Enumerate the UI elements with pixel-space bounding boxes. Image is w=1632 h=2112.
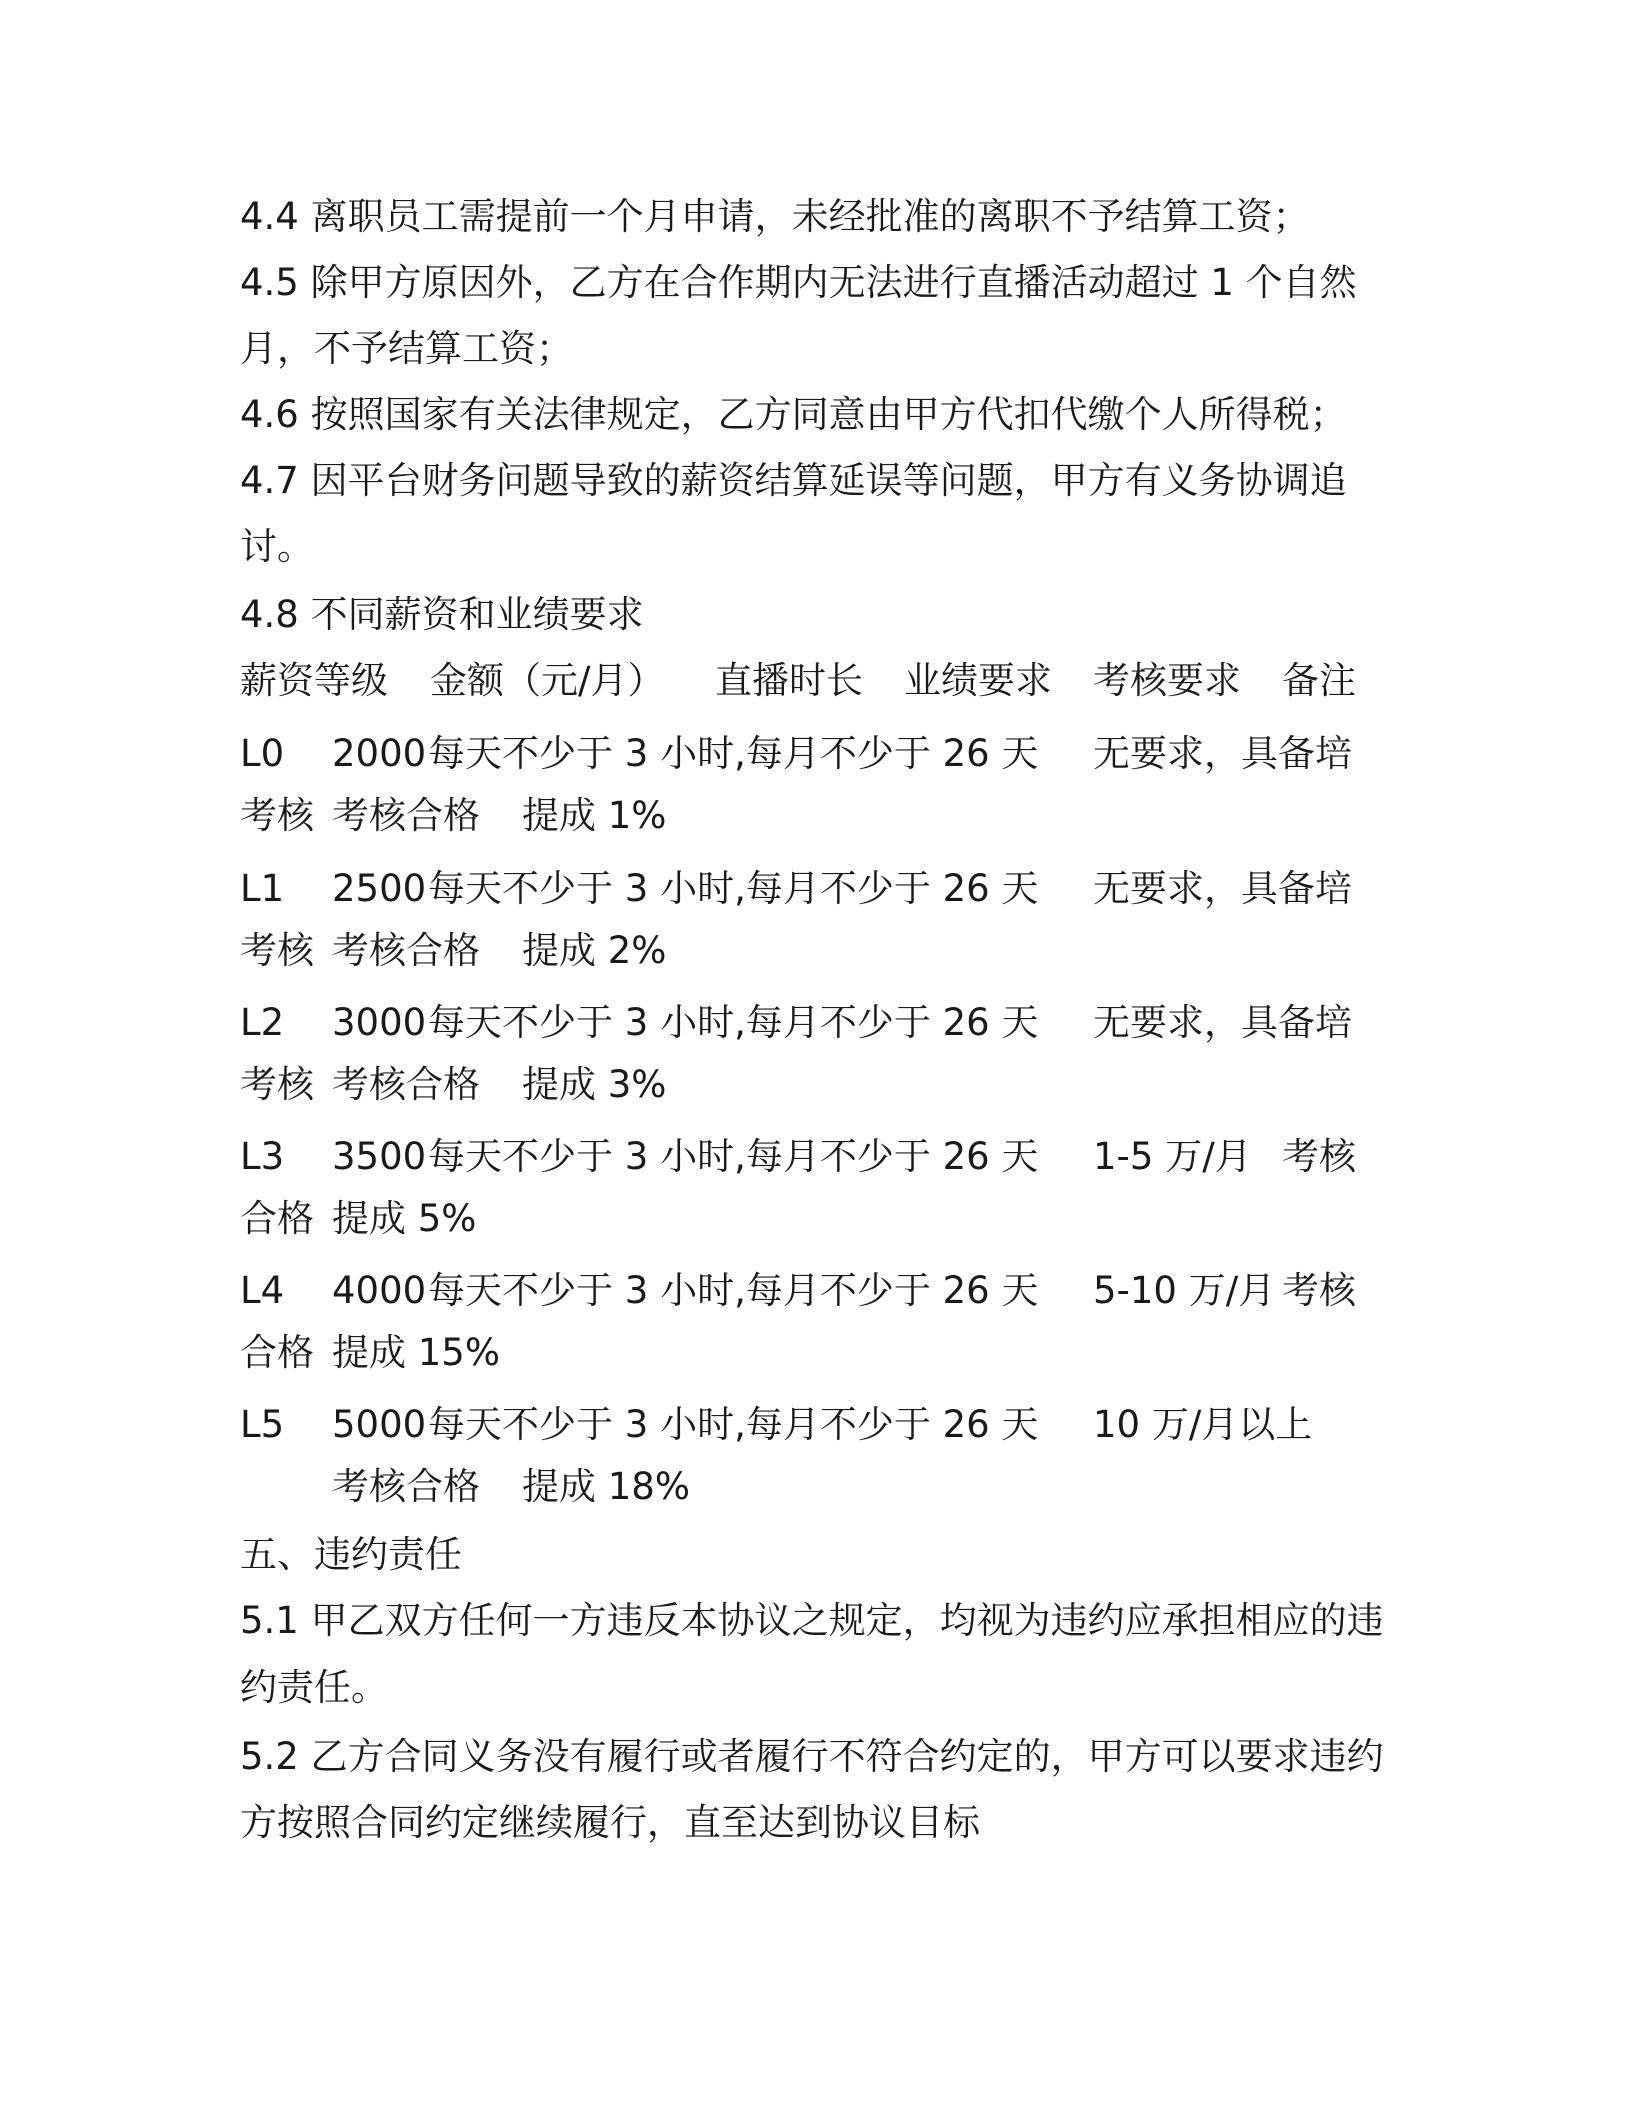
row-performance: 无要求，具备培 (1093, 867, 1352, 910)
row-assessment: 考核合格 (332, 794, 480, 837)
header-performance: 业绩要求 (904, 659, 1052, 702)
row-continuation: 合格 (240, 1331, 314, 1374)
clause-4-5-line2: 月，不予结算工资； (240, 327, 573, 370)
row-performance-tail: 考核 (1282, 1269, 1356, 1312)
row-note: 提成 5% (332, 1197, 477, 1240)
clause-4-8-title: 4.8 不同薪资和业绩要求 (240, 593, 644, 636)
header-hours: 直播时长 (715, 659, 863, 702)
row-hours: 每天不少于 3 小时,每月不少于 26 天 (428, 1001, 1039, 1044)
clause-5-2-line1: 5.2 乙方合同义务没有履行或者履行不符合约定的，甲方可以要求违约 (240, 1735, 1384, 1778)
row-level: L1 (240, 867, 285, 910)
header-assessment: 考核要求 (1093, 659, 1241, 702)
row-hours: 每天不少于 3 小时,每月不少于 26 天 (428, 1135, 1039, 1178)
row-assessment: 考核合格 (332, 1063, 480, 1106)
row-amount: 3000 (332, 1001, 427, 1044)
row-hours: 每天不少于 3 小时,每月不少于 26 天 (428, 867, 1039, 910)
clause-5-1-line1: 5.1 甲乙双方任何一方违反本协议之规定，均视为违约应承担相应的违 (240, 1599, 1384, 1642)
row-note: 提成 18% (522, 1465, 690, 1508)
row-hours: 每天不少于 3 小时,每月不少于 26 天 (428, 1269, 1039, 1312)
row-level: L4 (240, 1269, 285, 1312)
clause-4-4: 4.4 离职员工需提前一个月申请，未经批准的离职不予结算工资； (240, 195, 1310, 238)
header-level: 薪资等级 (240, 659, 388, 702)
row-performance-tail: 考核 (1282, 1135, 1356, 1178)
row-note: 提成 3% (522, 1063, 667, 1106)
header-note: 备注 (1282, 659, 1356, 702)
row-amount: 4000 (332, 1269, 427, 1312)
clause-4-5-line1: 4.5 除甲方原因外，乙方在合作期内无法进行直播活动超过 1 个自然 (240, 261, 1357, 304)
row-amount: 5000 (332, 1403, 427, 1446)
row-performance: 5-10 万/月 (1093, 1269, 1276, 1312)
row-amount: 2000 (332, 732, 427, 775)
row-level: L0 (240, 732, 285, 775)
row-hours: 每天不少于 3 小时,每月不少于 26 天 (428, 732, 1039, 775)
row-continuation: 考核 (240, 1063, 314, 1106)
row-continuation: 考核 (240, 794, 314, 837)
row-continuation: 考核 (240, 929, 314, 972)
row-hours: 每天不少于 3 小时,每月不少于 26 天 (428, 1403, 1039, 1446)
row-level: L5 (240, 1403, 285, 1446)
row-continuation: 合格 (240, 1197, 314, 1240)
clause-4-7-line2: 讨。 (240, 525, 314, 568)
row-level: L3 (240, 1135, 285, 1178)
row-performance: 无要求，具备培 (1093, 732, 1352, 775)
clause-4-7-line1: 4.7 因平台财务问题导致的薪资结算延误等问题，甲方有义务协调追 (240, 459, 1347, 502)
row-note: 提成 1% (522, 794, 667, 837)
section-5-title: 五、违约责任 (240, 1533, 462, 1576)
clause-5-2-line2: 方按照合同约定继续履行，直至达到协议目标 (240, 1801, 980, 1844)
clause-4-6: 4.6 按照国家有关法律规定，乙方同意由甲方代扣代缴个人所得税； (240, 393, 1347, 436)
row-amount: 2500 (332, 867, 427, 910)
clause-5-1-line2: 约责任。 (240, 1666, 388, 1709)
header-amount: 金额（元/月） (430, 659, 665, 702)
row-note: 提成 2% (522, 929, 667, 972)
row-performance: 无要求，具备培 (1093, 1001, 1352, 1044)
row-note: 提成 15% (332, 1331, 500, 1374)
row-assessment: 考核合格 (332, 1465, 480, 1508)
row-performance: 10 万/月以上 (1093, 1403, 1313, 1446)
row-performance: 1-5 万/月 (1093, 1135, 1252, 1178)
row-assessment: 考核合格 (332, 929, 480, 972)
row-level: L2 (240, 1001, 285, 1044)
row-amount: 3500 (332, 1135, 427, 1178)
